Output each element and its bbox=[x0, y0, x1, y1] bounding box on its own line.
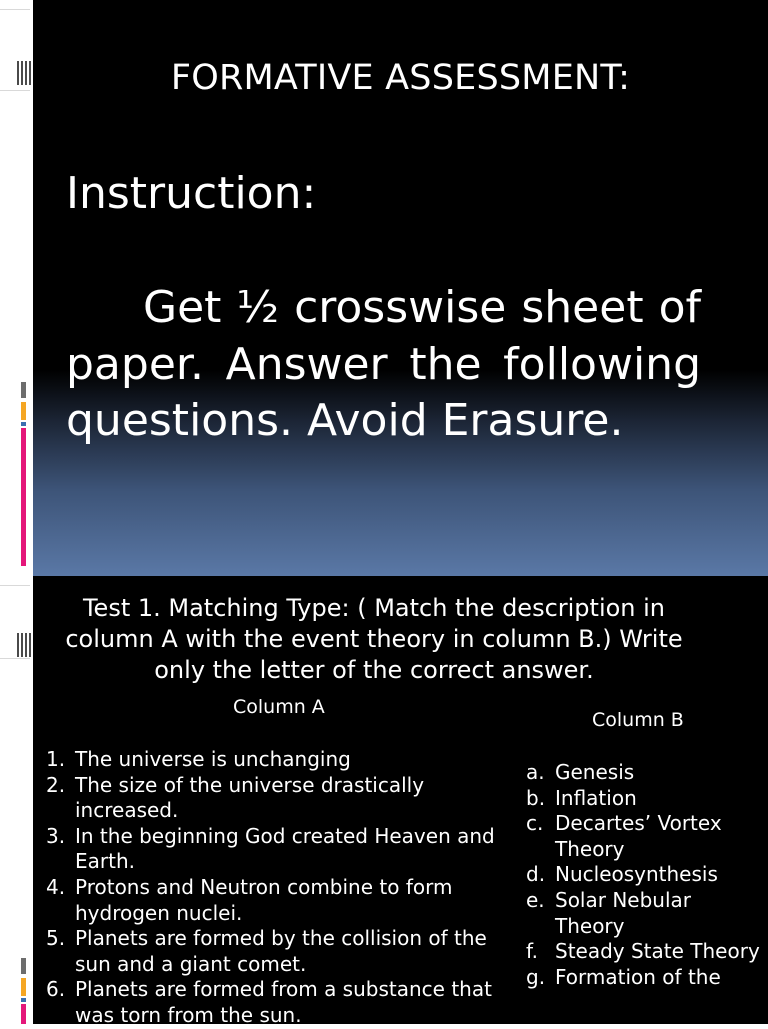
list-item bbox=[526, 786, 766, 812]
item-text: Decartes’ Vortex Theory bbox=[555, 811, 722, 861]
item-text: Planets are formed from a substance that was torn from the sun. bbox=[75, 977, 492, 1027]
accent-segment bbox=[21, 998, 26, 1002]
list-item bbox=[46, 747, 524, 773]
slide-title: FORMATIVE ASSESSMENT: bbox=[170, 58, 631, 98]
list-item bbox=[526, 811, 766, 862]
instruction-body: Get ½ crosswise sheet of paper. Answer the following questions. Avoid Erasure. bbox=[66, 282, 701, 446]
column-a-header: Column A bbox=[233, 696, 325, 718]
list-item bbox=[46, 875, 524, 926]
item-letter: d. bbox=[526, 862, 546, 887]
item-number: 2. bbox=[46, 772, 66, 797]
item-number: 1. bbox=[46, 747, 66, 771]
column-b-header: Column B bbox=[592, 709, 684, 731]
item-text: The size of the universe drastically increased. bbox=[75, 772, 425, 823]
accent-segment bbox=[21, 428, 26, 566]
item-text: Solar Nebular Theory bbox=[555, 887, 691, 938]
item-letter: e. bbox=[526, 887, 545, 912]
decor-line bbox=[0, 90, 30, 91]
list-item bbox=[46, 824, 524, 875]
list-item bbox=[526, 862, 766, 888]
column-b-list bbox=[526, 760, 766, 990]
list-item bbox=[526, 888, 766, 939]
item-number: 5. bbox=[46, 926, 66, 951]
item-letter: c. bbox=[526, 811, 544, 836]
item-number: 6. bbox=[46, 977, 66, 1002]
item-text: The universe is unchanging bbox=[75, 747, 351, 771]
item-letter: b. bbox=[526, 785, 546, 810]
list-item bbox=[526, 760, 766, 786]
item-text: Nucleosynthesis bbox=[555, 862, 718, 887]
item-text: Protons and Neutron combine to form hydrogen nuclei. bbox=[75, 874, 453, 925]
list-item bbox=[526, 939, 766, 965]
item-text: Formation of the bbox=[555, 964, 721, 989]
item-number: 3. bbox=[46, 823, 66, 848]
item-letter: f. bbox=[526, 939, 538, 964]
item-text: In the beginning God created Heaven and Earth. bbox=[75, 823, 495, 874]
accent-segment bbox=[21, 382, 26, 398]
item-text: Planets are formed by the collision of the sun and a giant comet. bbox=[75, 926, 487, 976]
item-text: Inflation bbox=[555, 785, 637, 810]
column-a-list bbox=[46, 747, 524, 1029]
decor-line bbox=[0, 9, 30, 10]
decor-line bbox=[0, 658, 30, 659]
item-letter: a. bbox=[526, 760, 545, 784]
accent-segment bbox=[21, 1004, 26, 1024]
item-text: Steady State Theory bbox=[555, 939, 760, 964]
list-item bbox=[526, 965, 766, 991]
accent-segment bbox=[21, 958, 26, 974]
decor-line bbox=[0, 585, 30, 586]
item-letter: g. bbox=[526, 964, 546, 989]
list-item bbox=[46, 926, 524, 977]
item-number: 4. bbox=[46, 874, 66, 899]
accent-segment bbox=[21, 422, 26, 426]
decor-bars bbox=[17, 61, 31, 85]
accent-segment bbox=[21, 978, 26, 996]
list-item bbox=[46, 773, 524, 824]
list-item bbox=[46, 977, 524, 1028]
item-text: Genesis bbox=[555, 760, 635, 784]
decor-bars bbox=[17, 633, 31, 657]
test-heading: Test 1. Matching Type: ( Match the description in column A with the event theory in column B.) Write only the letter of the correct answer. bbox=[65, 594, 683, 684]
accent-segment bbox=[21, 402, 26, 420]
instruction-label: Instruction: bbox=[66, 168, 317, 219]
